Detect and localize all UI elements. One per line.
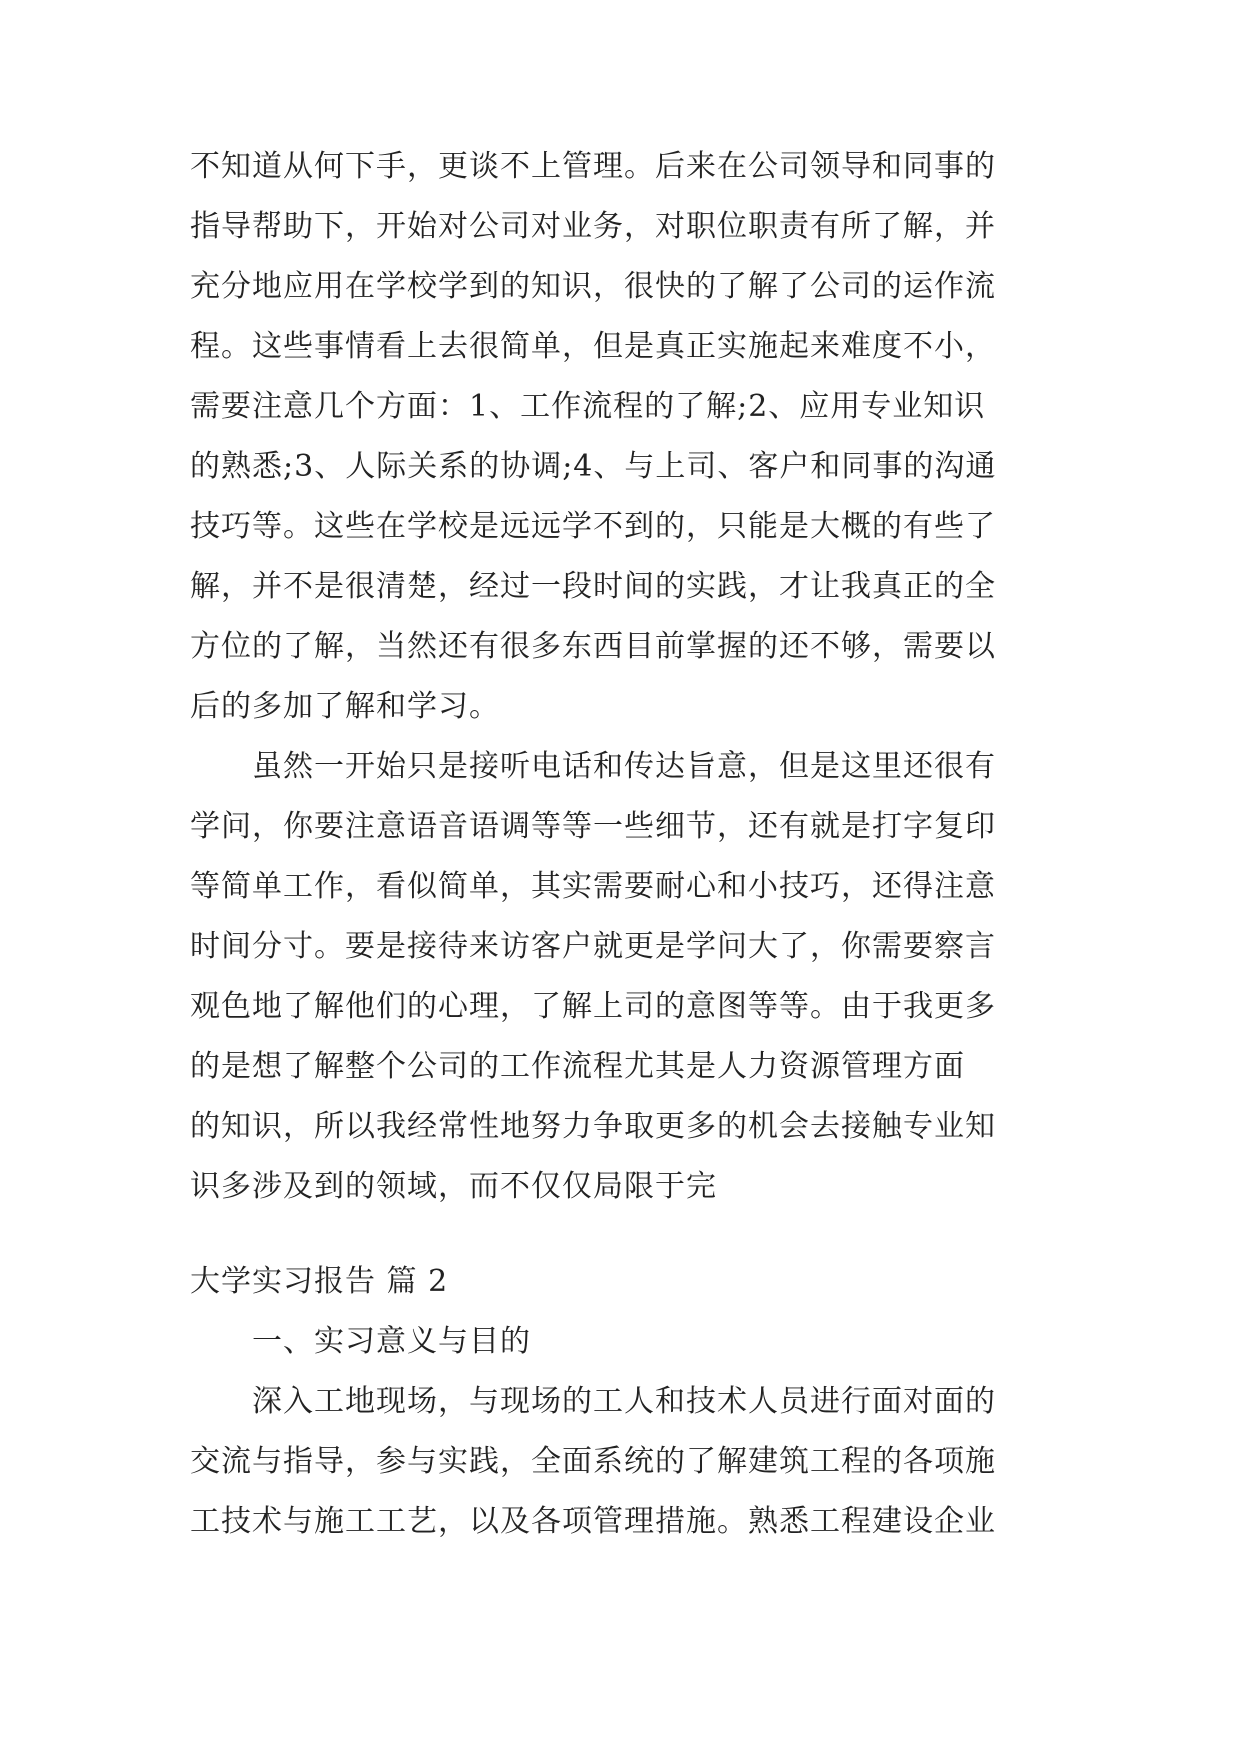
paragraph-line: 工技术与施工工艺，以及各项管理措施。熟悉工程建设企业 [190, 1504, 996, 1539]
paragraph-line: 深入工地现场，与现场的工人和技术人员进行面对面的 [252, 1384, 996, 1419]
paragraph-line: 时间分寸。要是接待来访客户就更是学问大了，你需要察言 [190, 929, 996, 964]
paragraph-line: 的知识，所以我经常性地努力争取更多的机会去接触专业知 [190, 1109, 996, 1144]
paragraph-2 [190, 737, 1050, 1217]
paragraph-line: 学问，你要注意语音语调等等一些细节，还有就是打字复印 [190, 809, 996, 844]
paragraph-line: 指导帮助下，开始对公司对业务，对职位职责有所了解，并 [190, 209, 996, 244]
paragraph-line: 不知道从何下手，更谈不上管理。后来在公司领导和同事的 [190, 149, 996, 184]
paragraph-line: 程。这些事情看上去很简单，但是真正实施起来难度不小， [190, 329, 996, 364]
paragraph-line: 需要注意几个方面：1、工作流程的了解;2、应用专业知识 [190, 389, 986, 424]
subsection-title: 一、实习意义与目的 [252, 1324, 531, 1359]
paragraph-line: 等简单工作，看似简单，其实需要耐心和小技巧，还得注意 [190, 869, 996, 904]
paragraph-line: 交流与指导，参与实践，全面系统的了解建筑工程的各项施 [190, 1444, 996, 1479]
paragraph-line: 的熟悉;3、人际关系的协调;4、与上司、客户和同事的沟通 [190, 449, 997, 484]
paragraph-line: 观色地了解他们的心理，了解上司的意图等等。由于我更多 [190, 989, 996, 1024]
paragraph-line: 后的多加了解和学习。 [190, 689, 500, 724]
paragraph-line: 识多涉及到的领域，而不仅仅局限于完 [190, 1169, 717, 1204]
paragraph-line: 解，并不是很清楚，经过一段时间的实践，才让我真正的全 [190, 569, 996, 604]
paragraph-line: 技巧等。这些在学校是远远学不到的，只能是大概的有些了 [190, 509, 996, 544]
paragraph-3 [190, 1372, 1050, 1552]
paragraph-line: 充分地应用在学校学到的知识，很快的了解了公司的运作流 [190, 269, 996, 304]
paragraph-1 [190, 137, 1050, 737]
paragraph-line: 的是想了解整个公司的工作流程尤其是人力资源管理方面 [190, 1049, 965, 1084]
paragraph-line: 虽然一开始只是接听电话和传达旨意，但是这里还很有 [252, 749, 996, 784]
section-title: 大学实习报告 篇 2 [190, 1264, 449, 1299]
paragraph-line: 方位的了解，当然还有很多东西目前掌握的还不够，需要以 [190, 629, 996, 664]
